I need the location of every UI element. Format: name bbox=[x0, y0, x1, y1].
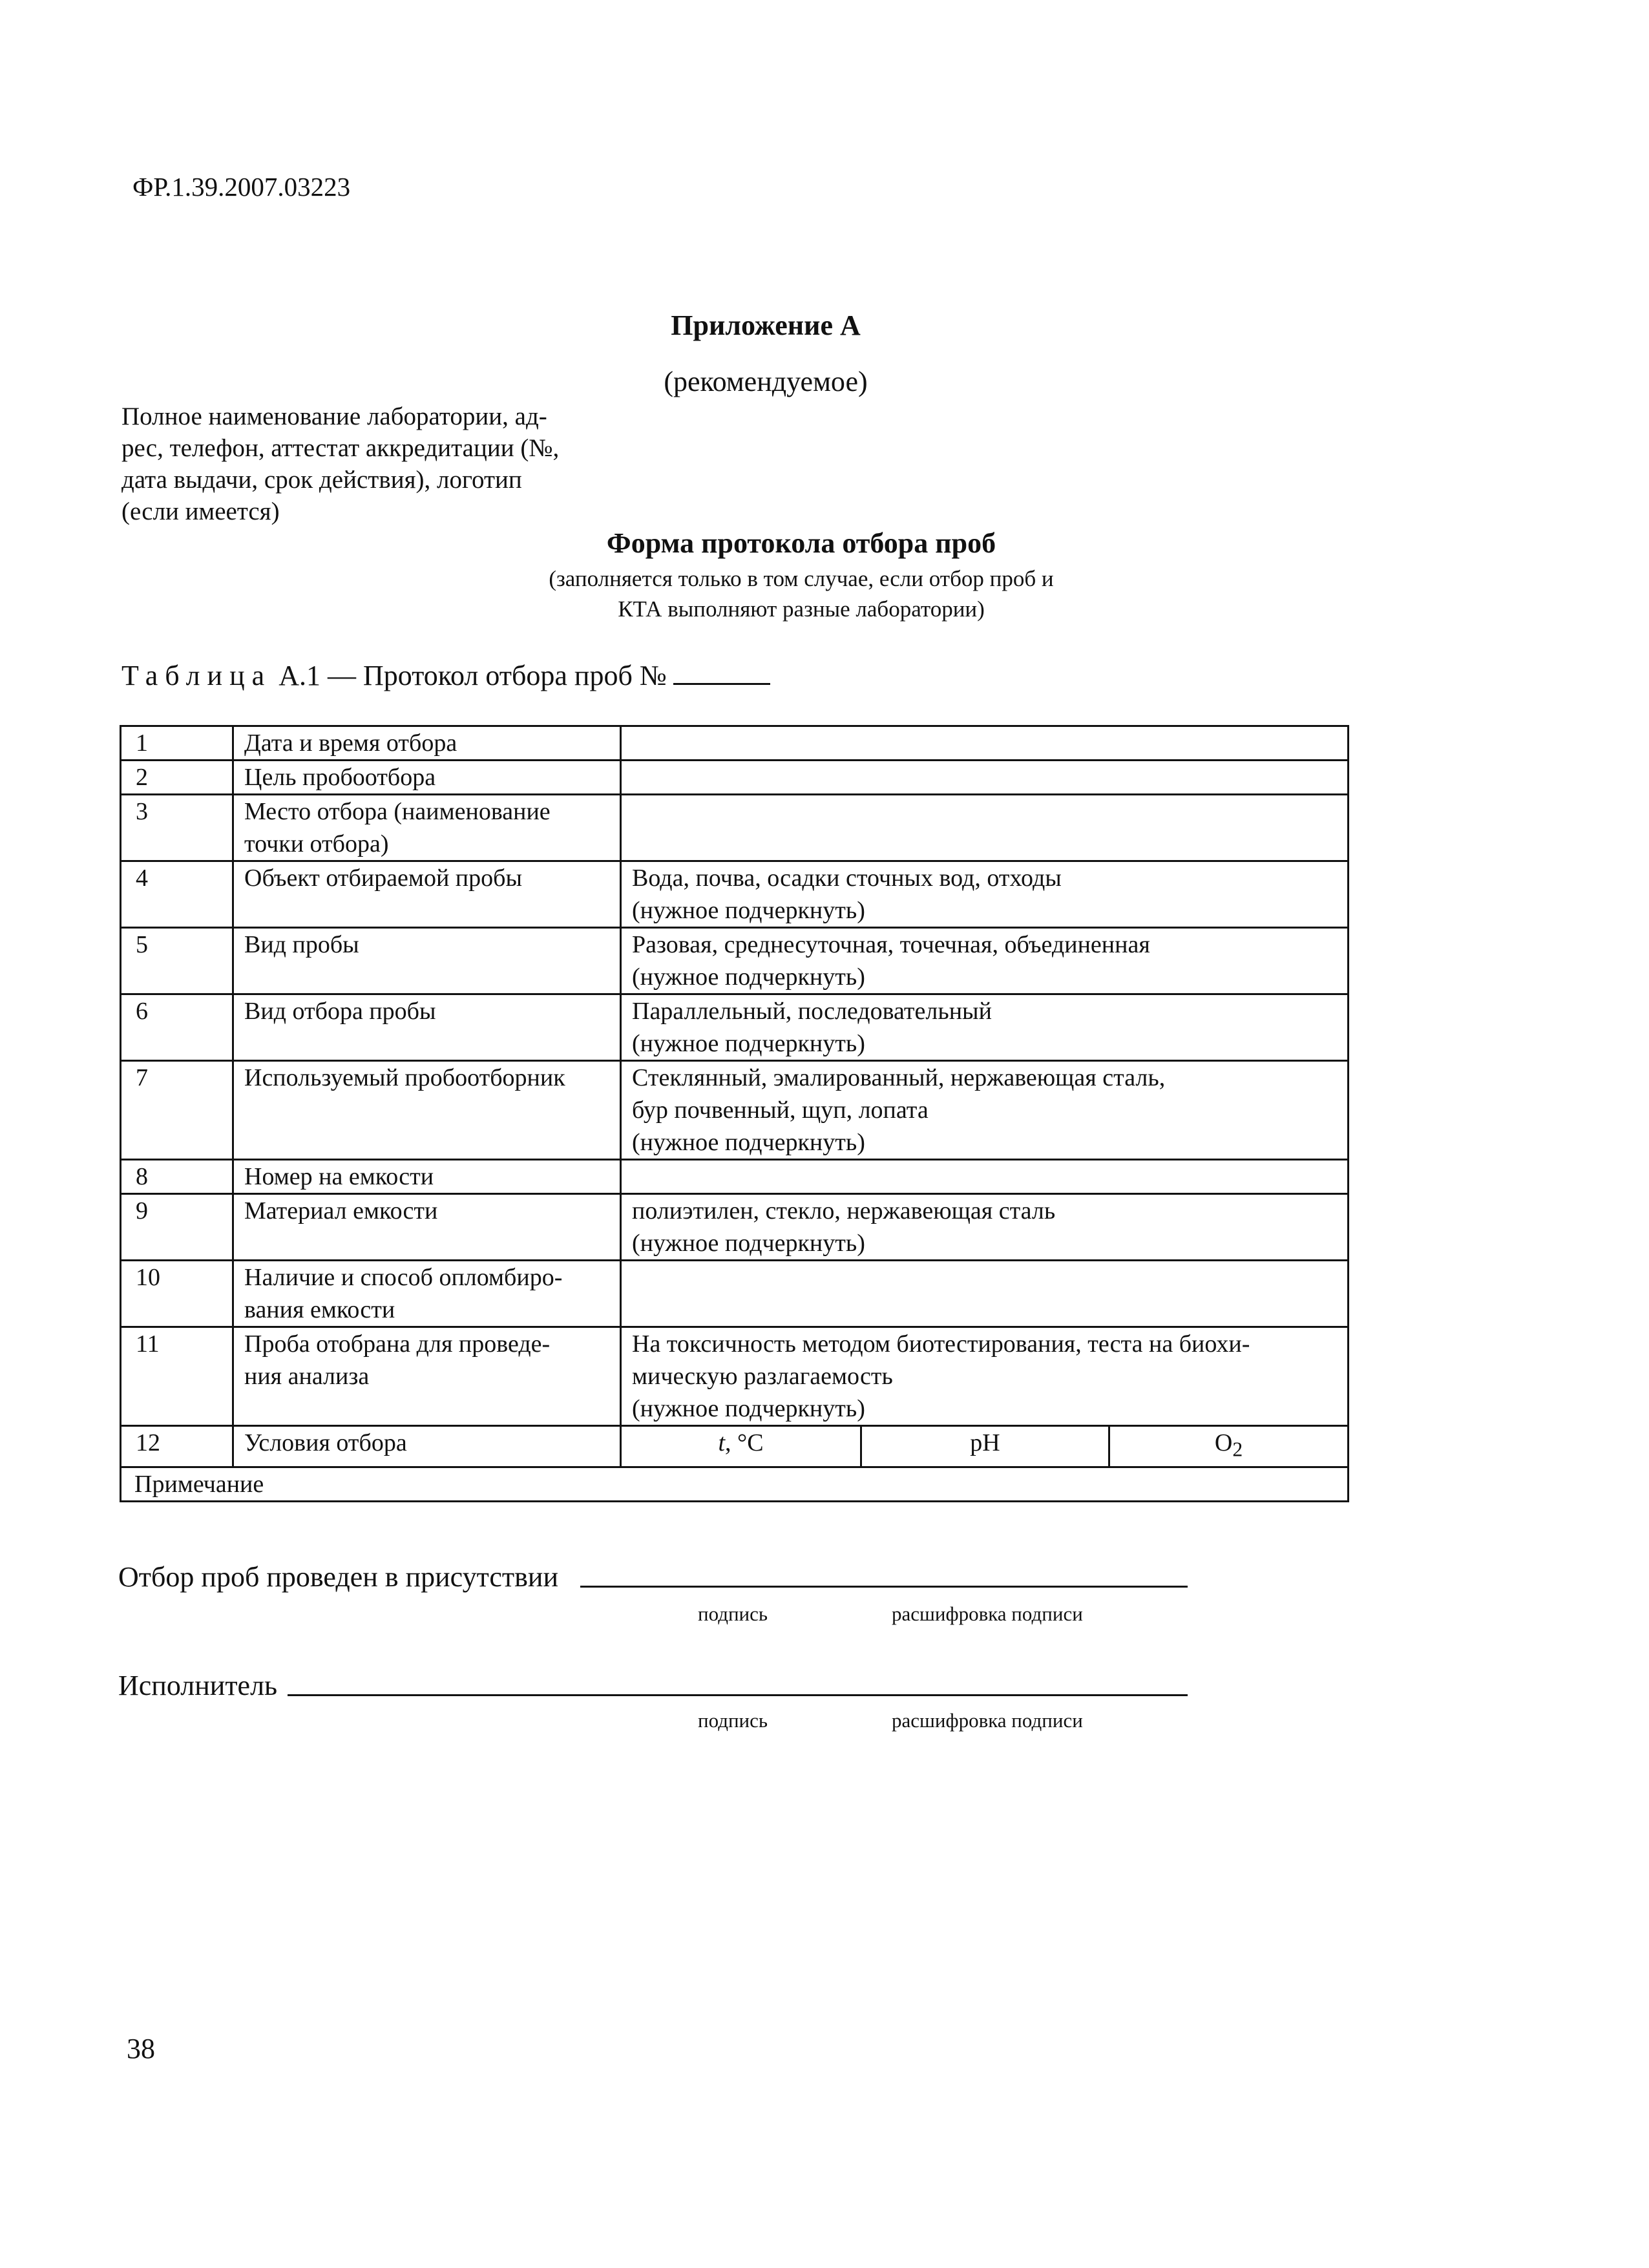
table-row bbox=[121, 1327, 1349, 1426]
field-name-line: Наличие и способ опломбиро- bbox=[244, 1264, 563, 1291]
field-name-cell bbox=[233, 861, 621, 928]
oxygen-subscript: 2 bbox=[1232, 1438, 1243, 1461]
page-number: 38 bbox=[127, 2033, 155, 2064]
signature-line-executor[interactable] bbox=[288, 1694, 1188, 1696]
field-name-cell bbox=[233, 1327, 621, 1426]
lab-info-line: рес, телефон, аттестат аккредитации (№, bbox=[121, 434, 560, 462]
row-number-cell: 3 bbox=[121, 795, 233, 861]
table-caption bbox=[121, 659, 770, 692]
lab-info-line: Полное наименование лаборатории, ад- bbox=[121, 403, 547, 430]
temperature-cell[interactable] bbox=[621, 1426, 861, 1467]
temperature-unit: , °C bbox=[725, 1429, 764, 1456]
field-name-line: Объект отбираемой пробы bbox=[244, 865, 523, 892]
table-row bbox=[121, 861, 1349, 928]
field-name-line: Проба отобрана для проведе- bbox=[244, 1330, 551, 1358]
signature-label-executor: Исполнитель bbox=[118, 1670, 278, 1701]
row-number-cell: 6 bbox=[121, 994, 233, 1061]
signature-decoding-hint: расшифровка подписи bbox=[892, 1602, 1083, 1625]
row-number-cell: 11 bbox=[121, 1327, 233, 1426]
signature-line-presence[interactable] bbox=[580, 1586, 1188, 1588]
field-name-line: Дата и время отбора bbox=[244, 730, 457, 757]
field-name-cell bbox=[233, 1261, 621, 1327]
field-value-cell[interactable] bbox=[621, 761, 1349, 795]
field-value-cell[interactable] bbox=[621, 994, 1349, 1061]
row-number-cell: 8 bbox=[121, 1160, 233, 1194]
field-value-line: (нужное подчеркнуть) bbox=[632, 1230, 865, 1257]
signature-hint: подпись bbox=[698, 1602, 768, 1625]
field-value-line: (нужное подчеркнуть) bbox=[632, 1395, 865, 1422]
field-name-cell bbox=[233, 795, 621, 861]
oxygen-cell[interactable] bbox=[1109, 1426, 1349, 1467]
table-row-conditions bbox=[121, 1426, 1349, 1467]
field-value-line: Параллельный, последовательный bbox=[632, 998, 992, 1025]
signature-decoding-hint: расшифровка подписи bbox=[892, 1709, 1083, 1732]
field-name-line: Используемый пробоотборник bbox=[244, 1064, 565, 1091]
field-value-line: Стеклянный, эмалированный, нержавеющая сталь, bbox=[632, 1064, 1166, 1091]
form-note bbox=[0, 563, 1602, 624]
field-name-line: Место отбора (наименование bbox=[244, 798, 551, 825]
field-value-cell[interactable] bbox=[621, 861, 1349, 928]
field-value-cell[interactable] bbox=[621, 1061, 1349, 1160]
table-row-note bbox=[121, 1467, 1349, 1501]
table-row bbox=[121, 994, 1349, 1061]
field-value-line: бур почвенный, щуп, лопата bbox=[632, 1097, 929, 1124]
field-value-line: На токсичность методом биотестирования, теста на биохи- bbox=[632, 1330, 1250, 1358]
field-value-cell[interactable] bbox=[621, 928, 1349, 994]
laboratory-info-block bbox=[121, 401, 619, 527]
field-name-line: вания емкости bbox=[244, 1296, 395, 1323]
field-name-line: Вид пробы bbox=[244, 931, 359, 958]
field-name-line: ния анализа bbox=[244, 1363, 370, 1390]
appendix-status: (рекомендуемое) bbox=[664, 366, 868, 397]
form-title: Форма протокола отбора проб bbox=[606, 527, 996, 559]
field-value-line: полиэтилен, стекло, нержавеющая сталь bbox=[632, 1197, 1056, 1224]
table-row bbox=[121, 928, 1349, 994]
row-number-cell: 10 bbox=[121, 1261, 233, 1327]
field-name-cell bbox=[233, 1194, 621, 1261]
field-name-line: точки отбора) bbox=[244, 830, 389, 857]
note-cell[interactable]: Примечание bbox=[121, 1467, 1349, 1501]
field-value-line: (нужное подчеркнуть) bbox=[632, 1030, 865, 1057]
row-number-cell: 7 bbox=[121, 1061, 233, 1160]
field-value-line: (нужное подчеркнуть) bbox=[632, 963, 865, 991]
row-number-cell: 2 bbox=[121, 761, 233, 795]
field-value-cell[interactable] bbox=[621, 795, 1349, 861]
field-name-cell bbox=[233, 928, 621, 994]
table-row bbox=[121, 1194, 1349, 1261]
protocol-number-blank[interactable] bbox=[673, 660, 770, 685]
field-value-cell[interactable] bbox=[621, 1327, 1349, 1426]
field-value-line: Вода, почва, осадки сточных вод, отходы bbox=[632, 865, 1062, 892]
row-number-cell: 12 bbox=[121, 1426, 233, 1467]
table-row bbox=[121, 795, 1349, 861]
lab-info-line: (если имеется) bbox=[121, 498, 280, 525]
field-name-cell bbox=[233, 994, 621, 1061]
field-value-cell[interactable] bbox=[621, 1160, 1349, 1194]
field-name-cell: Условия отбора bbox=[233, 1426, 621, 1467]
table-row bbox=[121, 1261, 1349, 1327]
table-row bbox=[121, 726, 1349, 761]
protocol-table-body bbox=[121, 726, 1349, 1502]
table-row bbox=[121, 1160, 1349, 1194]
signature-hint: подпись bbox=[698, 1709, 768, 1732]
field-value-line: (нужное подчеркнуть) bbox=[632, 1129, 865, 1156]
field-name-line: Номер на емкости bbox=[244, 1163, 434, 1190]
field-name-cell bbox=[233, 1160, 621, 1194]
row-number-cell: 1 bbox=[121, 726, 233, 761]
table-caption-text: А.1 — Протокол отбора проб № bbox=[271, 660, 667, 691]
field-value-line: (нужное подчеркнуть) bbox=[632, 897, 865, 924]
row-number-cell: 9 bbox=[121, 1194, 233, 1261]
oxygen-symbol: O bbox=[1214, 1429, 1233, 1456]
ph-cell[interactable]: pH bbox=[861, 1426, 1109, 1467]
field-name-line: Вид отбора пробы bbox=[244, 998, 436, 1025]
field-name-line: Материал емкости bbox=[244, 1197, 438, 1224]
row-number-cell: 4 bbox=[121, 861, 233, 928]
field-name-cell bbox=[233, 726, 621, 761]
signature-label-presence: Отбор проб проведен в присутствии bbox=[118, 1561, 559, 1593]
form-note-line: КТА выполняют разные лаборатории) bbox=[618, 596, 985, 622]
field-name-line: Цель пробоотбора bbox=[244, 764, 436, 791]
field-name-cell bbox=[233, 761, 621, 795]
field-value-cell[interactable] bbox=[621, 1194, 1349, 1261]
table-row bbox=[121, 761, 1349, 795]
field-name-cell bbox=[233, 1061, 621, 1160]
field-value-line: Разовая, среднесуточная, точечная, объединенная bbox=[632, 931, 1150, 958]
field-value-cell[interactable] bbox=[621, 726, 1349, 761]
table-row bbox=[121, 1061, 1349, 1160]
temperature-symbol: t bbox=[718, 1429, 725, 1456]
table-caption-prefix: Таблица bbox=[121, 660, 272, 691]
form-note-line: (заполняется только в том случае, если отбор проб и bbox=[549, 566, 1054, 591]
lab-info-line: дата выдачи, срок действия), логотип bbox=[121, 466, 522, 494]
document-code: ФР.1.39.2007.03223 bbox=[132, 172, 351, 202]
appendix-title: Приложение А bbox=[671, 310, 861, 341]
field-value-cell[interactable] bbox=[621, 1261, 1349, 1327]
row-number-cell: 5 bbox=[121, 928, 233, 994]
field-value-line: мическую разлагаемость bbox=[632, 1363, 893, 1390]
protocol-table bbox=[120, 725, 1349, 1502]
